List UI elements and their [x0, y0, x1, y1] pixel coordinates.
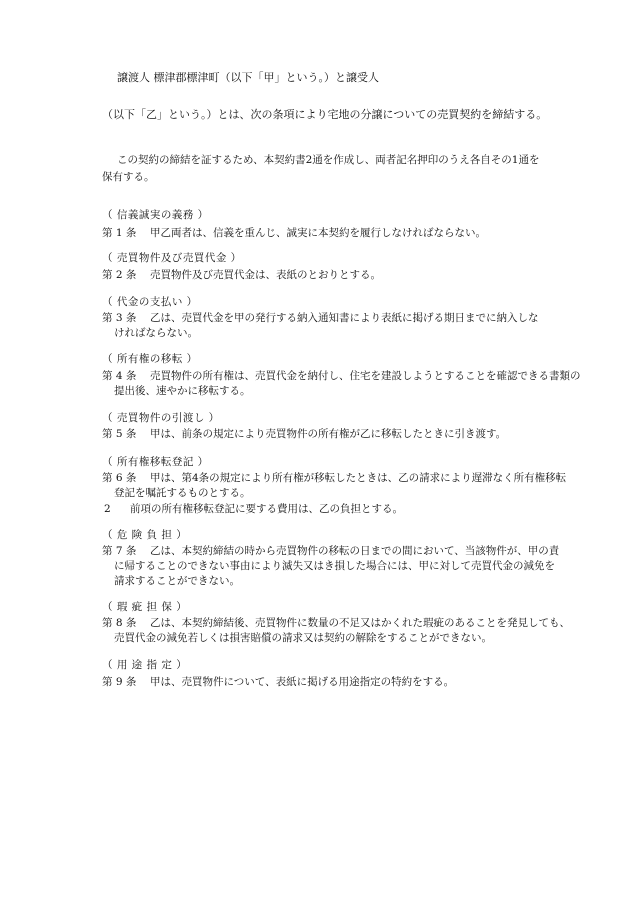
article-6-line-1 — [102, 471, 566, 486]
article-4-heading: （ 所有権の移転 ） — [102, 353, 198, 365]
article-8-number: 第 8 条 — [102, 617, 137, 629]
preamble-line-1: 譲渡人 標津郡標津町（以下「甲」という。）と譲受人 — [117, 71, 379, 84]
article-3-heading: （ 代金の支払い ） — [102, 296, 198, 308]
article-9-line — [102, 675, 454, 690]
article-3-text-2: ければならない。 — [114, 327, 198, 339]
article-7-text-3: 請求することができない。 — [114, 575, 240, 587]
article-1-text: 甲乙両者は、信義を重んじ、誠実に本契約を履行しなければならない。 — [150, 227, 486, 239]
article-3-line-1 — [102, 311, 539, 326]
article-6-number: 第 6 条 — [102, 472, 137, 484]
article-8-text-1: 乙は、本契約締結後、売買物件に数量の不足又はかくれた瑕疵のあることを発見しても、 — [150, 617, 570, 629]
article-1-number: 第 1 条 — [102, 227, 137, 239]
article-6-text-1: 甲は、第4条の規定により所有権が移転したときは、乙の請求により遅滞なく所有権移転 — [150, 472, 567, 484]
article-9-number: 第 9 条 — [102, 676, 137, 688]
article-7-text-2: に帰することのできない事由により滅失又はき損した場合には、甲に対して売買代金の減免を — [114, 560, 555, 572]
article-3-number: 第 3 条 — [102, 312, 137, 324]
article-5-text: 甲は、前条の規定により売買物件の所有権が乙に移転したときに引き渡す。 — [150, 428, 507, 440]
article-2-heading: （ 売買物件及び売買代金 ） — [102, 252, 242, 264]
article-1-heading: （ 信義誠実の義務 ） — [102, 209, 209, 221]
article-5-heading: （ 売買物件の引渡し ） — [102, 412, 220, 424]
article-2-text: 売買物件及び売買代金は、表紙のとおりとする。 — [150, 269, 381, 281]
article-3-text-1: 乙は、売買代金を甲の発行する納入通知書により表紙に掲げる期日までに納入しな — [150, 312, 539, 324]
article-6-text-2: 登記を嘱託するものとする。 — [114, 487, 251, 499]
article-9-heading: （ 用 途 指 定 ） — [102, 659, 188, 671]
article-7-line-1 — [102, 544, 559, 559]
article-4-number: 第 4 条 — [102, 370, 137, 382]
article-5-line — [102, 427, 506, 442]
article-7-heading: （ 危 険 負 担 ） — [102, 529, 188, 541]
article-4-text-1: 売買物件の所有権は、売買代金を納付し、住宅を建設しようとすることを確認できる書類の — [150, 370, 581, 382]
article-6-sub-text: 前項の所有権移転登記に要する費用は、乙の負担とする。 — [130, 503, 403, 515]
article-4-text-2: 提出後、速やかに移転する。 — [114, 385, 251, 397]
article-8-line-1 — [102, 616, 570, 631]
article-2-line — [102, 268, 381, 283]
article-6-heading: （ 所有権移転登記 ） — [102, 456, 209, 468]
article-8-heading: （ 瑕 疵 担 保 ） — [102, 601, 188, 613]
preamble-line-2: （以下「乙」という。）とは、次の条項により宅地の分譲についての売買契約を締結する。 — [102, 108, 548, 121]
article-1-line — [102, 226, 486, 241]
preamble-line-4: 保有する。 — [102, 171, 155, 183]
article-9-text: 甲は、売買物件について、表紙に掲げる用途指定の特約をする。 — [150, 676, 455, 688]
article-5-number: 第 5 条 — [102, 428, 137, 440]
article-6-sub-number: 2 — [104, 503, 111, 515]
article-7-text-1: 乙は、本契約締結の時から売買物件の移転の日までの間において、当該物件が、甲の責 — [150, 545, 560, 557]
preamble-line-3: この契約の締結を証するため、本契約書2通を作成し、両者記名押印のうえ各自その1通を — [117, 154, 540, 166]
article-6-sub-line — [102, 502, 403, 517]
article-8-text-2: 売買代金の減免若しくは損害賠償の請求又は契約の解除をすることができない。 — [114, 632, 492, 644]
article-7-number: 第 7 条 — [102, 545, 137, 557]
article-4-line-1 — [102, 369, 581, 384]
article-2-number: 第 2 条 — [102, 269, 137, 281]
